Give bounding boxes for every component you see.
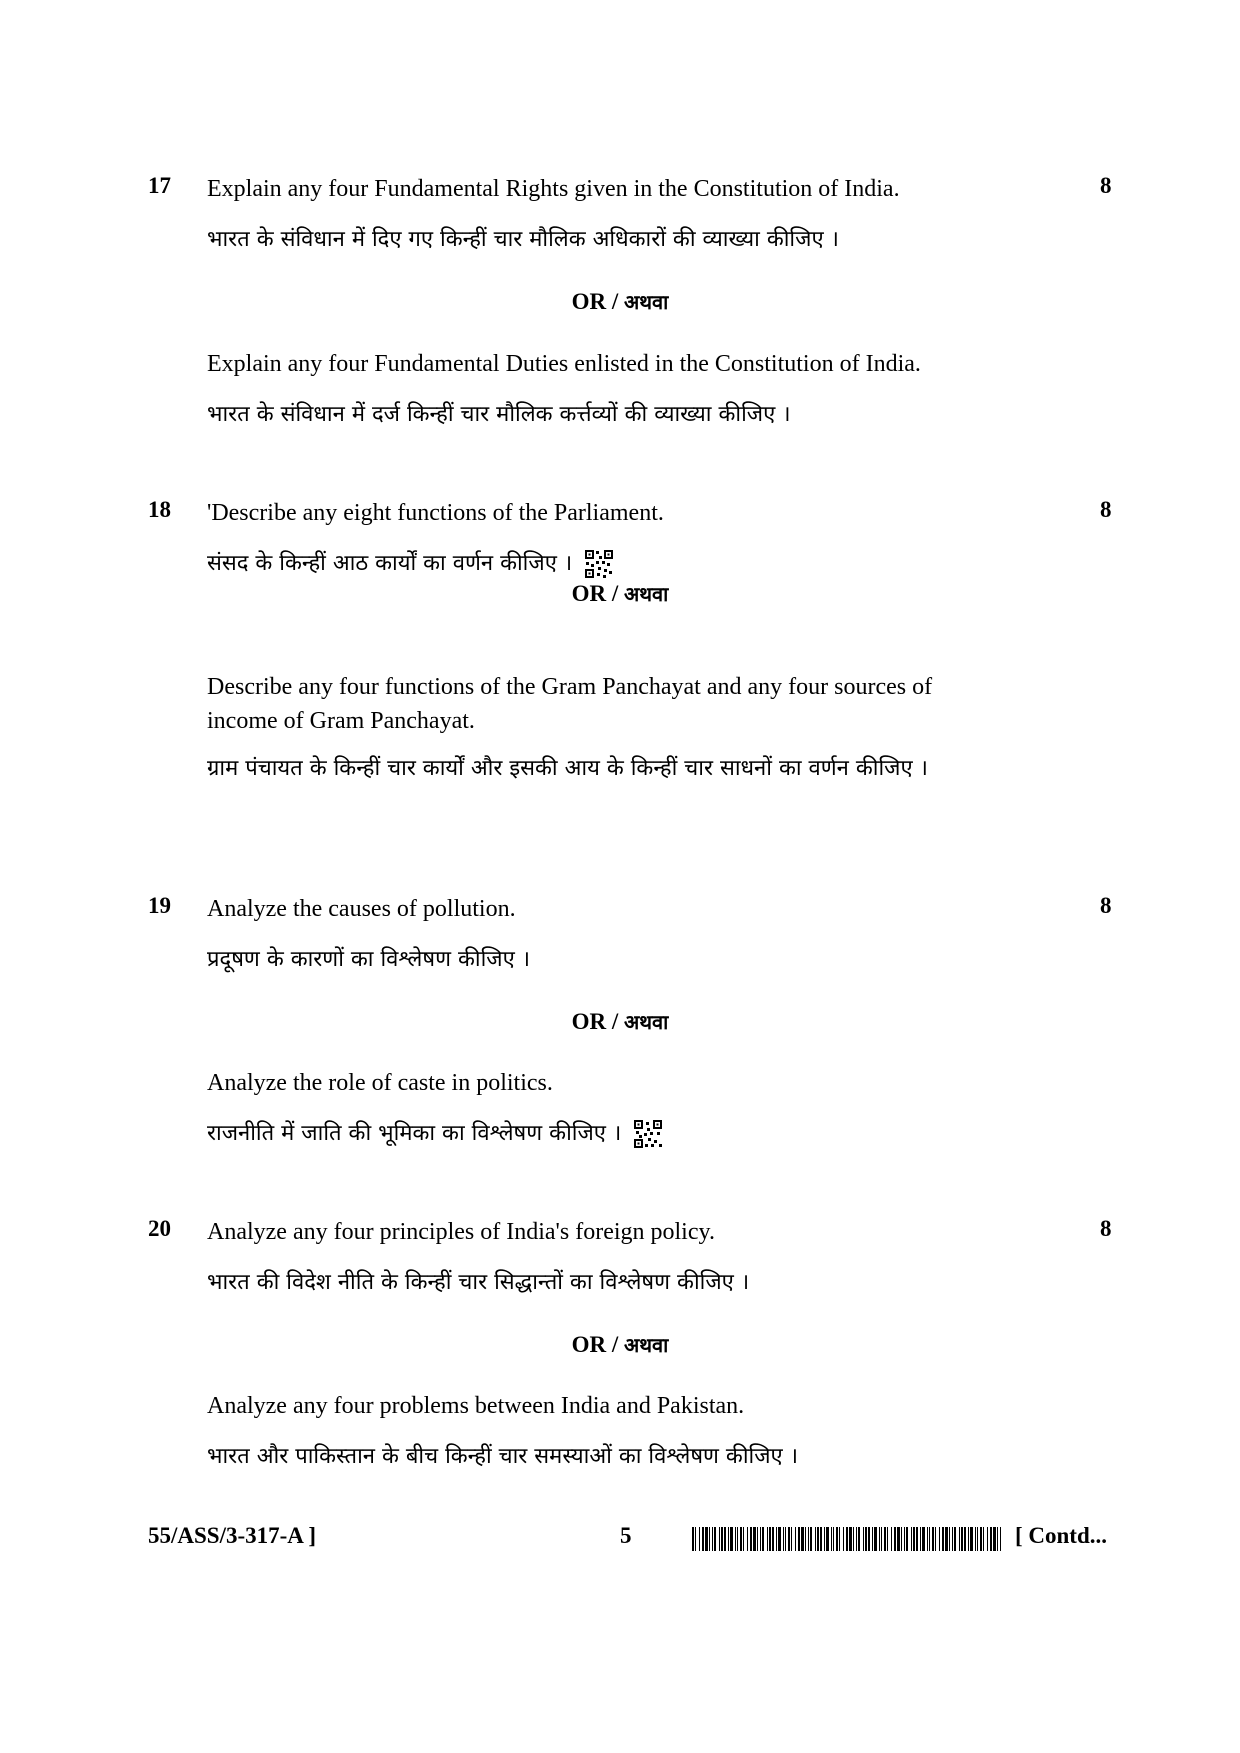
page-footer [0,1523,1240,1557]
alternate-text-hi: भारत के संविधान में दर्ज किन्हीं चार मौलिक कर्त्तव्यों की व्याख्या कीजिए । [207,402,791,427]
alternate-text-hi-row [207,1117,1007,1151]
or-slash: / [611,581,619,606]
question-text-en: Explain any four Fundamental Rights given in the Constitution of India. [207,176,900,202]
barcode-icon [692,1527,1002,1551]
question-text-hi-row [207,547,1007,581]
question-marks: 8 [1100,173,1112,198]
question-marks: 8 [1100,893,1112,918]
question-marks: 8 [1100,1216,1112,1241]
question-number: 20 [148,1216,171,1241]
or-separator [0,1331,1240,1358]
question-marks: 8 [1100,497,1112,522]
or-label-en: OR [571,1009,607,1034]
alternate-text-hi: भारत और पाकिस्तान के बीच किन्हीं चार समस्याओं का विश्लेषण कीजिए । [207,1444,799,1469]
page-number: 5 [620,1523,632,1548]
question-text-hi: भारत की विदेश नीति के किन्हीं चार सिद्धान्तों का विश्लेषण कीजिए । [207,1270,750,1295]
question-text-en: Analyze the causes of pollution. [207,896,516,922]
alternate-text-hi: राजनीति में जाति की भूमिका का विश्लेषण कीजिए । [207,1121,622,1146]
qr-code-icon [633,1119,663,1149]
question-text-hi: भारत के संविधान में दिए गए किन्हीं चार मौलिक अधिकारों की व्याख्या कीजिए । [207,227,839,252]
alternate-text-en: Describe any four functions of the Gram Panchayat and any four sources of income of Gram Panchayat. [207,674,933,734]
question-number: 19 [148,893,171,918]
or-slash: / [611,1332,619,1357]
alternate-text-en: Explain any four Fundamental Duties enlisted in the Constitution of India. [207,351,921,377]
or-label-hi: अथवा [624,1333,669,1357]
continued-label: [ Contd... [1015,1523,1108,1548]
question-number: 18 [148,497,171,522]
or-label-hi: अथवा [624,290,669,314]
or-label-en: OR [571,289,607,314]
or-label-en: OR [571,1332,607,1357]
or-slash: / [611,289,619,314]
question-text-en: 'Describe any eight functions of the Parliament. [207,500,664,526]
question-text-hi: प्रदूषण के कारणों का विश्लेषण कीजिए । [207,947,531,972]
paper-code: 55/ASS/3-317-A ] [148,1523,317,1548]
qr-code-icon [584,549,614,579]
question-text-hi: संसद के किन्हीं आठ कार्यों का वर्णन कीजिए । [207,551,573,576]
or-label-hi: अथवा [624,582,669,606]
question-text-en: Analyze any four principles of India's foreign policy. [207,1219,715,1245]
or-separator [0,288,1240,315]
or-slash: / [611,1009,619,1034]
or-label-en: OR [571,581,607,606]
or-label-hi: अथवा [624,1010,669,1034]
or-separator [0,1008,1240,1035]
alternate-text-hi: ग्राम पंचायत के किन्हीं चार कार्यों और इसकी आय के किन्हीं चार साधनों का वर्णन कीजिए । [207,756,928,781]
or-separator [0,580,1240,607]
alternate-text-en: Analyze the role of caste in politics. [207,1070,553,1096]
question-number: 17 [148,173,171,198]
alternate-text-en: Analyze any four problems between India and Pakistan. [207,1393,745,1419]
